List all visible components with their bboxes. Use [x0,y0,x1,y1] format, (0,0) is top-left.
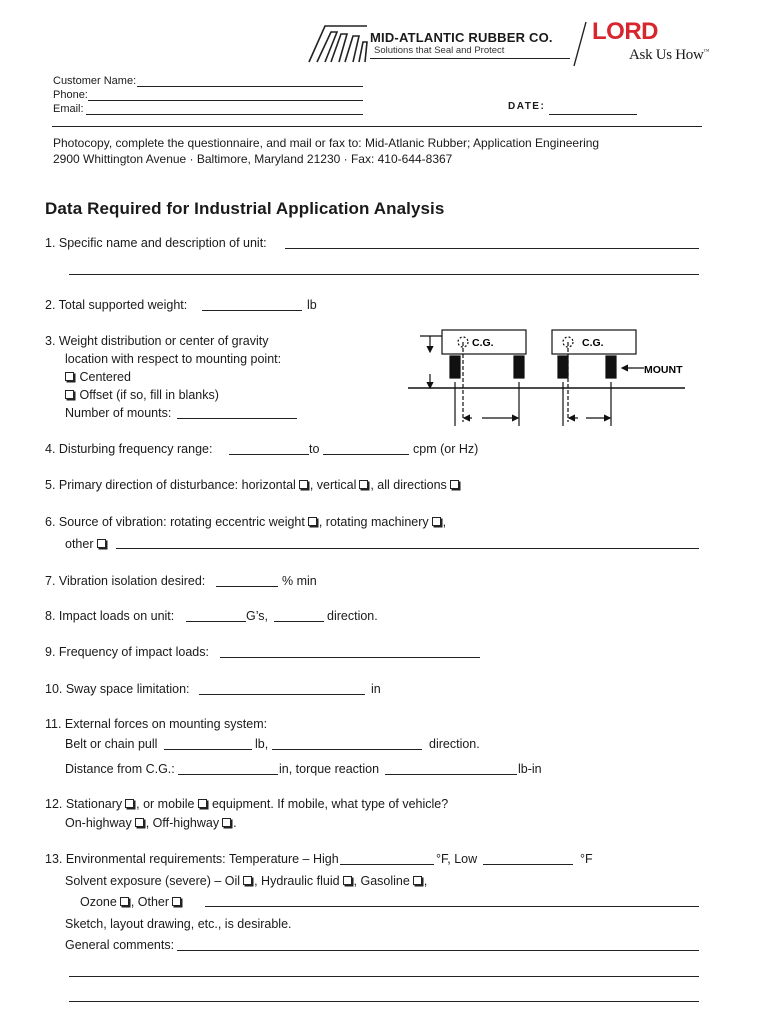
q4-to: to [309,442,320,456]
q4-label: 4. Disturbing frequency range: [45,442,213,456]
q13-f2: °F [580,852,593,866]
mid-atlantic-logo-icon [307,20,371,64]
ozone-checkbox[interactable] [120,897,129,906]
oil-checkbox[interactable] [243,876,252,885]
q12-rest: equipment. If mobile, what type of vehicle? [208,797,449,811]
instructions-line-2: 2900 Whittington Avenue · Baltimore, Maryland 21230 · Fax: 410-644-8367 [53,152,453,166]
q12-row [45,797,448,812]
q5-all-label: , all directions [370,478,447,492]
customer-name-field[interactable] [137,86,363,87]
q7-unit: % min [282,574,317,588]
temp-low-field[interactable] [483,864,573,865]
phone-field[interactable] [88,100,363,101]
rotating-machinery-checkbox[interactable] [432,517,441,526]
temp-high-field[interactable] [340,864,434,865]
q3-option-centered[interactable] [62,370,131,385]
off-highway-checkbox[interactable] [222,818,231,827]
q6-label: 6. Source of vibration: rotating eccentric weight [45,515,305,529]
q6-other-field[interactable] [116,548,699,549]
offset-label: Offset (if so, fill in blanks) [79,388,219,402]
q11-belt-label: Belt or chain pull [65,737,158,751]
logo-divider-slash [570,20,590,68]
q3-option-offset[interactable] [62,388,219,403]
q2-label: 2. Total supported weight: [45,298,188,312]
q8-unit: G’s, [246,609,268,623]
q9-label: 9. Frequency of impact loads: [45,645,209,659]
cg-label-right: C.G. [582,337,604,349]
q11-label: 11. External forces on mounting system: [45,717,268,731]
comments-field-3[interactable] [69,1001,699,1002]
q13-label: 13. Environmental requirements: Temperature – High [45,852,339,866]
mounts-count-field[interactable] [177,418,297,419]
q12-vehicle-row [65,816,237,831]
q4-high-field[interactable] [323,454,409,455]
email-field[interactable] [86,114,363,115]
q3-line-1: 3. Weight distribution or center of gravity [45,334,269,348]
q12-label: 12. Stationary [45,797,123,811]
q13-other-label: , Other [130,895,170,909]
mount-left-1 [450,356,460,378]
q10-sway-field[interactable] [199,694,365,695]
cg-mount-diagram [400,322,690,432]
general-comments-label: General comments: [65,938,175,952]
q13-ozone-label: Ozone [80,895,117,909]
q11-lbin: lb-in [518,762,542,776]
q6-machinery-label: , rotating machinery [318,515,429,529]
gasoline-checkbox[interactable] [413,876,422,885]
q1-field-line-2[interactable] [69,274,699,275]
mobile-checkbox[interactable] [198,799,207,808]
mount-left-2 [514,356,524,378]
centered-label: Centered [79,370,131,384]
q13-hyd-label: , Hydraulic fluid [254,874,340,888]
torque-field[interactable] [385,774,517,775]
q3-line-2: location with respect to mounting point: [65,352,282,366]
cg-label-left: C.G. [472,337,494,349]
q4-low-field[interactable] [229,454,309,455]
comments-field-2[interactable] [69,976,699,977]
q11-distance-label: Distance from C.G.: [65,762,175,776]
q7-isolation-field[interactable] [216,586,278,587]
q8-direction-label: direction. [327,609,378,623]
q6-end: , [442,515,447,529]
date-label: DATE: [508,101,546,112]
email-label: Email: [53,103,84,115]
q13-ozone-row [80,895,183,910]
section-divider [52,126,702,127]
horizontal-checkbox[interactable] [299,480,308,489]
phone-label: Phone: [53,89,88,101]
q4-unit: cpm (or Hz) [413,442,479,456]
lord-logo: LORD [592,18,658,45]
lord-tagline-text: Ask Us How [629,47,704,63]
q8-direction-field[interactable] [274,621,324,622]
centered-checkbox[interactable] [65,372,74,381]
hydraulic-fluid-checkbox[interactable] [343,876,352,885]
on-highway-label: On-highway [65,816,132,830]
offset-checkbox[interactable] [65,390,74,399]
other-exposure-checkbox[interactable] [172,897,181,906]
q10-label: 10. Sway space limitation: [45,682,190,696]
q10-unit: in [371,682,381,696]
q13-solvent-label: Solvent exposure (severe) – Oil [65,874,241,888]
q12-mobile-label: , or mobile [136,797,195,811]
stationary-checkbox[interactable] [125,799,134,808]
other-source-checkbox[interactable] [97,539,106,548]
company-tagline: Solutions that Seal and Protect [374,45,505,56]
q5-row [45,478,461,493]
q1-field[interactable] [285,248,699,249]
q3-line-5: Number of mounts: [65,406,172,420]
q13-gas-label: , Gasoline [353,874,410,888]
q13-solvent-row [65,874,427,889]
belt-direction-field[interactable] [272,749,422,750]
q5-vertical-label: , vertical [309,478,357,492]
q8-impact-field[interactable] [186,621,246,622]
vertical-checkbox[interactable] [359,480,368,489]
trademark-mark: ™ [703,49,710,55]
mount-right-1 [558,356,568,378]
q11-torque-label: in, torque reaction [279,762,380,776]
q13-comma: , [423,874,428,888]
date-field[interactable] [549,114,637,115]
q9-frequency-field[interactable] [220,657,480,658]
customer-name-label: Customer Name: [53,75,137,87]
logo-rule [370,58,570,59]
instructions-line-1: Photocopy, complete the questionnaire, and mail or fax to: Mid-Atlanic Rubber; Application Engineering [53,136,600,150]
q13-f1: °F, Low [436,852,478,866]
q11-lb: lb, [255,737,269,751]
q2-unit: lb [307,298,317,312]
mount-right-2 [606,356,616,378]
q11-direction-label: direction. [429,737,480,751]
q12-end: . [233,816,237,830]
all-directions-checkbox[interactable] [450,480,459,489]
q6-other-label: other [65,537,94,551]
mount-label: MOUNT [644,364,683,376]
eccentric-weight-checkbox[interactable] [308,517,317,526]
q13-sketch-note: Sketch, layout drawing, etc., is desirable. [65,917,292,931]
lord-tagline [629,47,709,64]
off-highway-label: , Off-highway [145,816,220,830]
page-title: Data Required for Industrial Application Analysis [45,199,445,218]
q7-label: 7. Vibration isolation desired: [45,574,206,588]
other-exposure-field[interactable] [205,906,699,907]
company-name: MID-ATLANTIC RUBBER CO. [370,30,553,45]
q2-weight-field[interactable] [202,310,302,311]
q6-other-row [65,537,108,552]
q5-label: 5. Primary direction of disturbance: horizontal [45,478,296,492]
comments-field-1[interactable] [177,950,699,951]
q1-label: 1. Specific name and description of unit: [45,236,267,250]
distance-cg-field[interactable] [178,774,278,775]
belt-pull-field[interactable] [164,749,252,750]
q8-label: 8. Impact loads on unit: [45,609,175,623]
q6-row [45,515,446,530]
on-highway-checkbox[interactable] [135,818,144,827]
